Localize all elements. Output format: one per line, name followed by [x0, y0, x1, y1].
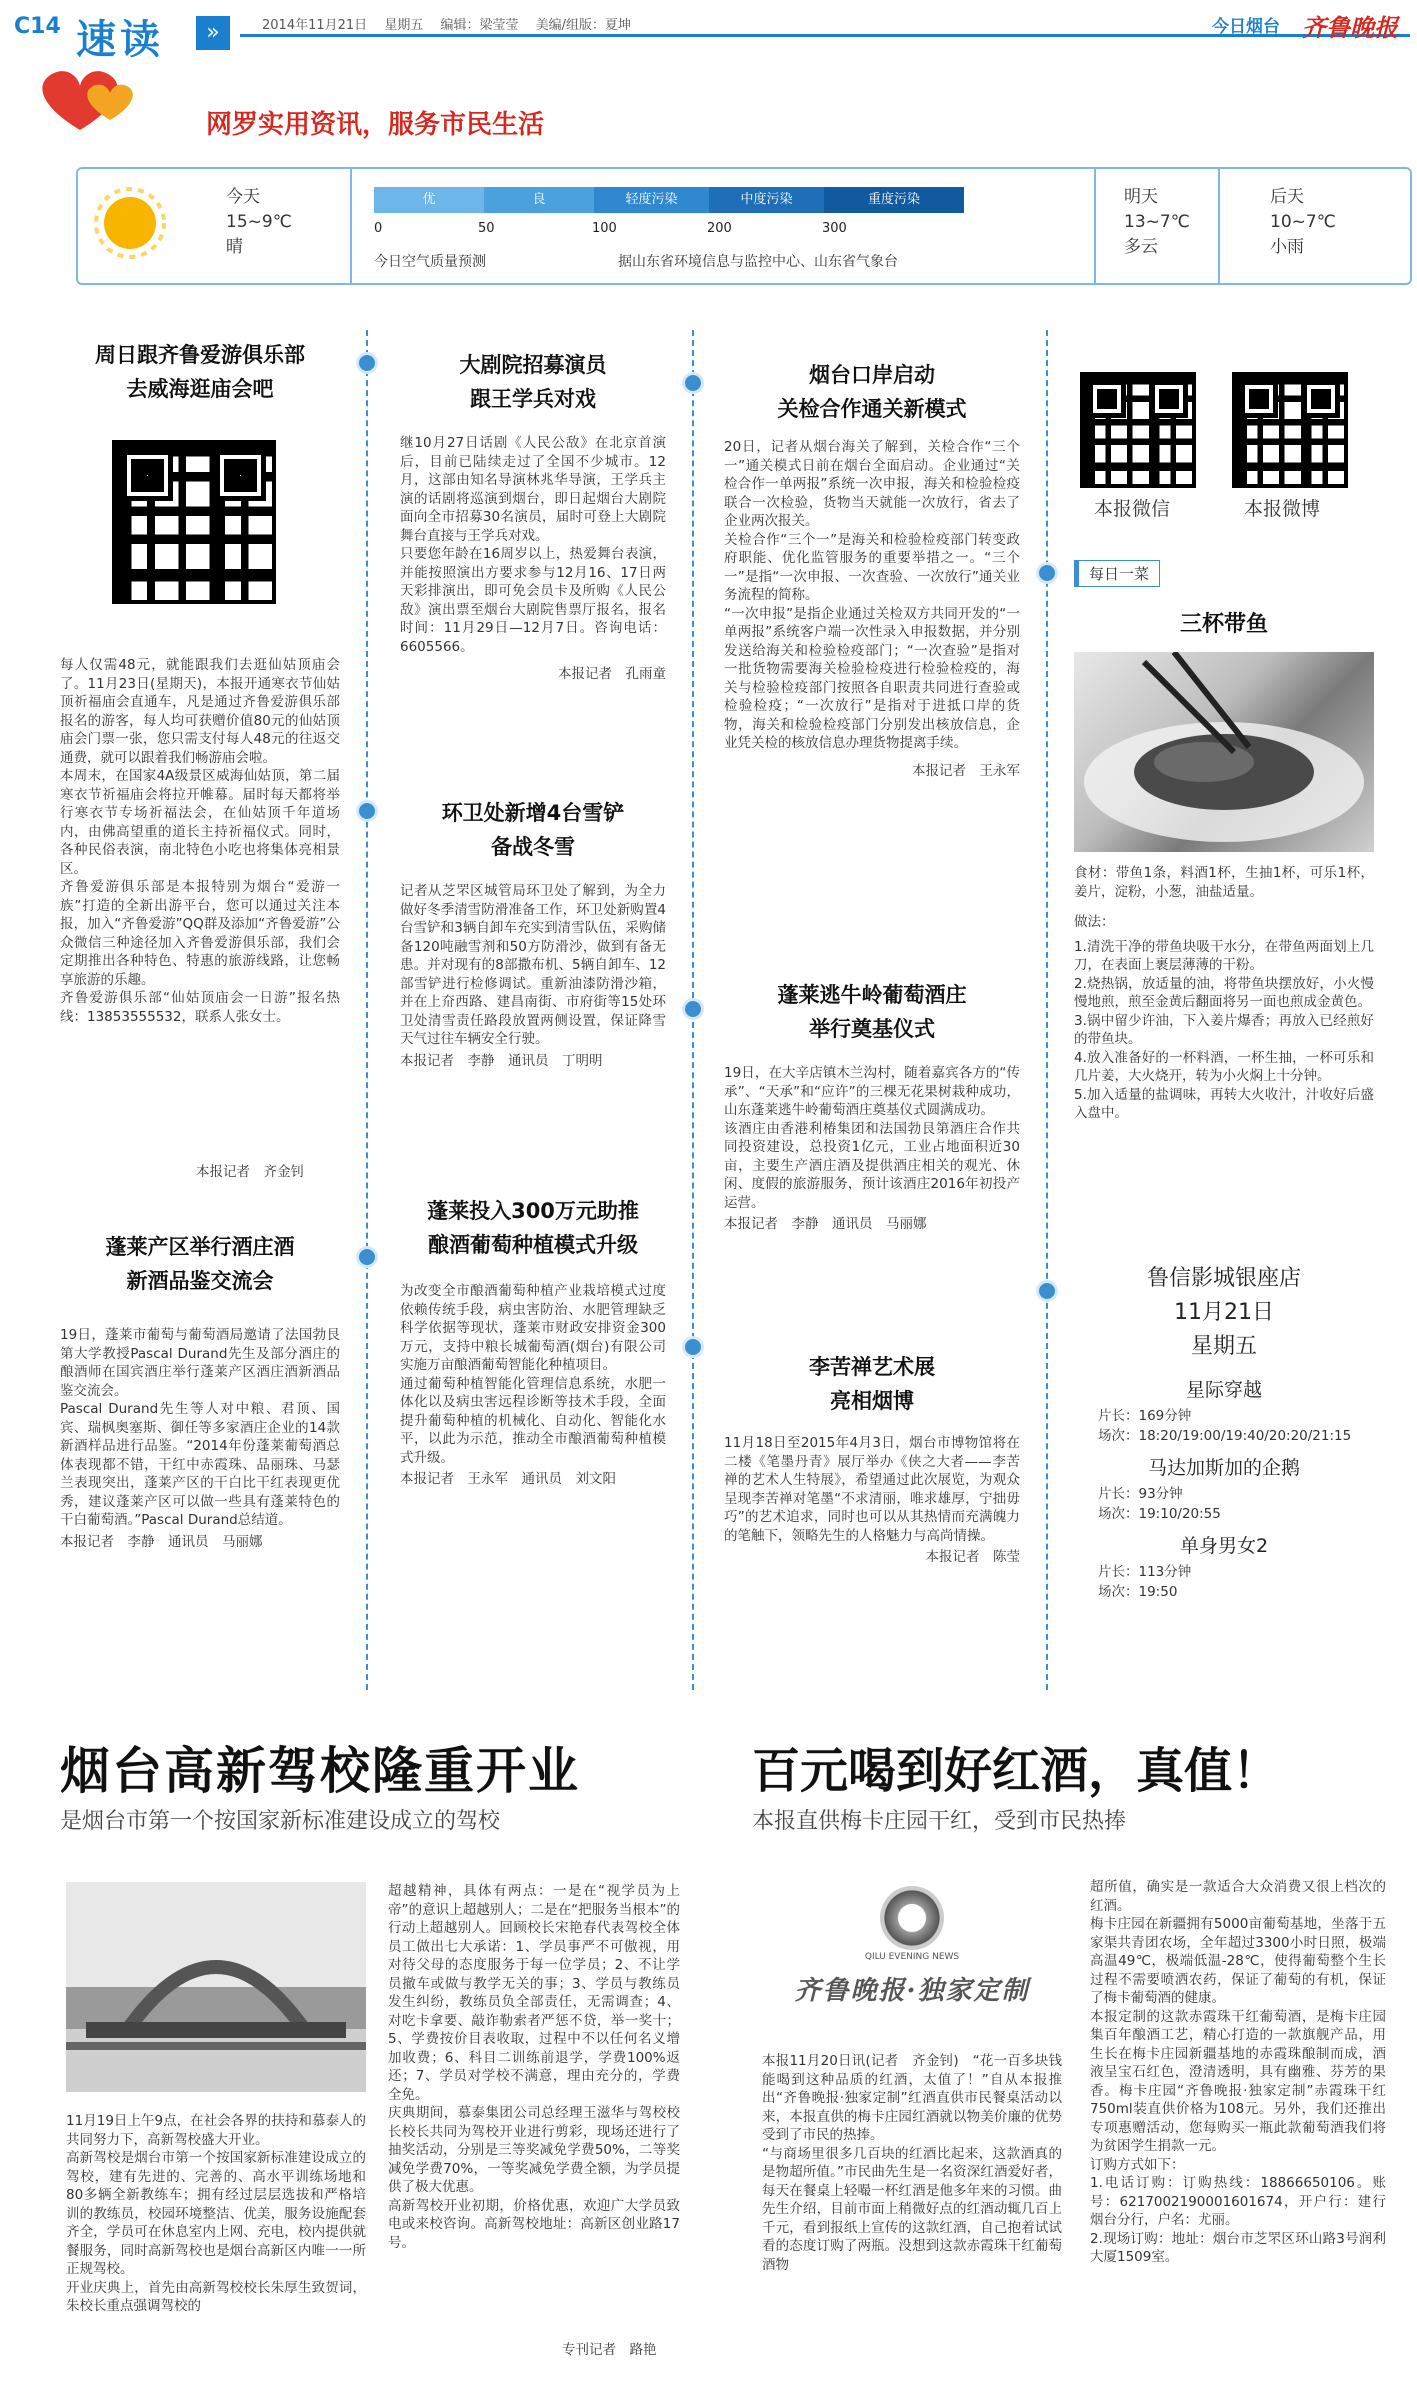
aqi-excellent: 优 [374, 187, 484, 213]
film-title: 单身男女2 [1179, 1535, 1269, 1557]
ad-body: 超所值，确实是一款适合大众消费又很上档次的红酒。 梅卡庄园在新疆拥有5000亩葡萄基地，坐落于五家渠共青团农场，全年超过3300小时日照，极端高温49℃，极端低温-28℃，使得葡萄整个生长过程不需要喷洒农药，保证了葡萄的有机，保证了梅卡葡萄酒的健康。 本报定制的这款赤霞珠干红葡萄酒，是梅卡庄园集百年酿酒工艺，精心打造的一款旗舰产品，用生长在梅卡庄园新疆基地的赤霞珠酿制而成，酒液呈宝石红色，澄清透明，具有幽雅、芬芳的果香。梅卡庄园“齐鲁晚报·独家定制”赤霞珠干红750ml装直供价格为108元。另外，我们还推出专项惠赠活动，您每购买一瓶此款葡萄酒我们将为贫困学生捐款一元。 订购方式如下： 1.电话订购：订购热线：18866650106。账号：6217002190001601674，开户行：建行烟台分行，户名：尤丽。 2.现场订购：地址：烟台市芝罘区环山路3号润利大厦1509室。 [1090, 1879, 1386, 2265]
article-byline: 本报记者 齐金钊 [196, 1164, 304, 1180]
ad-body: 超越精神，具体有两点：一是在“视学员为上帝”的意识上超越别人；二是在“把服务当根本”的行动上超越别人。回顾校长宋艳春代表驾校全体员工做出七大承诺：1、学员事严不可傲视，用对待父母的态度服务于每一位学员；2、不让学员撤车或做与教学无关的事；3、学员与教练员发生纠纷，教练员负全部责任，无需调查；4、对吃卡拿要、敲诈勒索者严惩不贷，举一奖十；5、学费按价目表收取，过程中不以任何名义增加收费；6、科目二训练前退学，学费100%返还；7、学员对学校不满意，理由充分的，学费全免。 庆典期间，慕泰集团公司总经理王滋华与驾校校长校长共同为驾校开业进行剪彩，现场还进行了抽奖活动，分别是三等奖减免学费50%，二等奖减免学费70%，一等奖减免学费全额，为学员提供了极大优惠。 高新驾校开业初期，价格优惠，欢迎广大学员致电或来校咨询。高新驾校地址：高新区创业路17号。 [388, 1883, 680, 2251]
article-body: 11月18日至2015年4月3日，烟台市博物馆将在二楼《笔墨丹青》展厅举办《侠之大者——李苦禅的艺术人生特展》，希望通过此次展览，为观众呈现李苦禅对笔墨“不求清丽，唯求雄厚，宁拙毋巧”的艺术追求，同时也可以从其热情而充满魄力的笔触下，领略先生的人格魅力与高尚情操。 [724, 1435, 1020, 1544]
film-times: 场次：18:20/19:00/19:40/20:20/21:15 [1098, 1428, 1352, 1444]
divider-dot [682, 372, 704, 394]
article-byline: 本报记者 王永军 [912, 762, 1020, 779]
article-customs [724, 358, 1020, 779]
issue-date: 2014年11月21日 [262, 18, 368, 33]
article-taoniuling [724, 978, 1020, 1232]
ad-wine [752, 1740, 1392, 2360]
film-title: 星际穿越 [1185, 1379, 1262, 1401]
article-title: 蓬莱投入300万元助推 酿酒葡萄种植模式升级 [427, 1199, 639, 1257]
divider-dot [1036, 562, 1058, 584]
after-label: 后天 [1270, 187, 1304, 207]
article-body: 每人仅需48元，就能跟我们去逛仙姑顶庙会了。11月23日(星期天)，本报开通寒衣节仙姑顶祈福庙会直通车，凡是通过齐鲁爱游俱乐部报名的游客，每人均可获赠价值80元的仙姑顶庙会门票一张，您只需支付每人48元的往返交通费，就可以跟着我们畅游庙会啦。 本周末，在国家4A级景区威海仙姑顶，第二届寒衣节祈福庙会将拉开帷幕。届时每天都将举行寒衣节专场祈福法会，在仙姑顶千年道场内，由佛高望重的道长主持祈福仪式。同时，各种民俗表演，南北特色小吃也将集体亮相景区。 齐鲁爱游俱乐部是本报特别为烟台“爱游一族”打造的全新出游平台，您可以通过关注本报，加入“齐鲁爱游”QQ群及添加“齐鲁爱游”公众微信三种途径加入齐鲁爱游俱乐部，我们会定期推出各种特色、特惠的旅游线路，让您畅享旅游的乐趣。 齐鲁爱游俱乐部“仙姑顶庙会一日游”报名热线：13853555532，联系人张女士。 [60, 657, 340, 1025]
article-byline: 本报记者 李静 通讯员 马丽娜 [60, 1533, 263, 1550]
weibo-label: 本报微博 [1244, 498, 1321, 520]
divider-dot [1036, 1280, 1058, 1302]
aqi-moderate: 中度污染 [709, 187, 824, 213]
tomorrow-temp: 13~7℃ [1124, 212, 1190, 232]
article-byline: 本报记者 李静 通讯员 马丽娜 [724, 1216, 927, 1232]
aqi-tick: 300 [822, 221, 847, 236]
article-body: 19日，蓬莱市葡萄与葡萄酒局邀请了法国勃艮第大学教授Pascal Durand先生及部分酒庄的酿酒师在国宾酒庄举行蓬莱产区酒庄酒新酒品鉴交流会。 Pascal Durand先生等人对中粮、君顶、国宾、瑞枫奥塞斯、御任等多家酒庄企业的14款新酒样品进行品鉴。“2014年份蓬莱葡萄酒总体表现都不错，干红中赤霞珠、品丽珠、马瑟兰表现突出，蓬莱产区的干白比干红表现更优秀，建议蓬莱产区可以做一些具有蓬莱特色的干白葡萄酒。”Pascal Durand总结道。 [60, 1327, 340, 1528]
forward-arrow-icon: » [196, 16, 230, 50]
article-byline: 本报记者 王永军 通讯员 刘文阳 [400, 1471, 616, 1487]
section-title: 速读 [76, 17, 164, 63]
ad-body: 11月19日上午9点，在社会各界的扶持和慕泰人的共同努力下，高新驾校盛大开业。 高新驾校是烟台市第一个按国家新标准建设成立的驾校，建有先进的、完善的、高水平训练场地和80多辆全新教练车；拥有经过层层选拔和严格培训的教练员，校园环境整洁、优美，服务设施配套齐全，学员可在休息室内上网、充电，校内提供就餐服务，同时高新驾校也是烟台高新区内唯一一所正规驾校。 开业庆典上，首先由高新驾校校长朱厚生致贺词，朱校长重点强调驾校的 [66, 2113, 366, 2314]
article-grape [400, 1194, 666, 1487]
issue-weekday: 星期五 [384, 18, 424, 33]
designer: 美编/组版：夏坤 [535, 18, 632, 33]
cinema-date: 11月21日 [1174, 1300, 1274, 1325]
film-length: 片长：113分钟 [1098, 1564, 1192, 1580]
article-body: 20日，记者从烟台海关了解到，关检合作“三个一”通关模式日前在烟台全面启动。企业通过“关检合作一单两报”系统一次申报，海关和检验检疫联合一次检验，货物当天就能一次放行，省去了企业两次报关。 关检合作“三个一”是海关和检验检疫部门转变政府职能、优化监管服务的重要举措之一。“三个一”是指“一次申报、一次查验、一次放行”通关业务流程的简称。 “一次申报”是指企业通过关检双方共同开发的“一单两报”系统客户端一次性录入申报数据，并分别发送给海关和检验检疫部门；“一次查验”是指对一批货物需要海关检验检疫进行检验检疫的，海关与检验检疫部门按照各自职责共同进行查验或检验检疫；“一次放行”是指对于进抵口岸的货物，海关和检验检疫部门分别发出核放信息，企业凭关检的核放信息办理货物提离手续。 [724, 439, 1020, 751]
article-body: 19日，在大辛店镇木兰沟村，随着嘉宾各方的“传承”、“天承”和“应许”的三棵无花果树栽种成功，山东蓬莱逃牛岭葡萄酒庄奠基仪式圆满成功。 该酒庄由香港利椿集团和法国勃艮第酒庄合作共同投资建设，总投资1亿元，工业占地面积近30亩，主要生产酒庄酒及提供酒庄相关的观光、休闲、度假的旅游服务，预计该酒庄2016年初投产运营。 [724, 1065, 1020, 1211]
film-times: 场次：19:50 [1098, 1584, 1178, 1600]
edition-name: 今日烟台 [1212, 17, 1280, 37]
tomorrow-cond: 多云 [1124, 237, 1158, 257]
article-aiyou [60, 338, 340, 1180]
aqi-source: 据山东省环境信息与监控中心、山东省气象台 [618, 254, 898, 270]
after-cond: 小雨 [1270, 237, 1304, 257]
ad-driving-school [60, 1740, 690, 2360]
ad-headline: 百元喝到好红酒，真值！ [752, 1743, 1281, 1799]
article-byline: 本报记者 孔雨童 [558, 666, 666, 682]
aqi-tick: 200 [707, 221, 732, 236]
today-label: 今天 [226, 187, 260, 207]
aqi-heavy: 重度污染 [824, 187, 964, 213]
divider-dot [682, 1336, 704, 1358]
paper-logo-badge [762, 1886, 1062, 2036]
header [0, 0, 1417, 90]
ad-body: 本报11月20日讯(记者 齐金钊) “花一百多块钱能喝到这种品质的红酒，太值了！”自从本报推出“齐鲁晚报·独家定制”红酒直供市民餐桌活动以来，本报直供的梅卡庄园红酒就以物美价廉的优势受到了市民的热捧。 “与商场里很多几百块的红酒比起来，这款酒真的是物超所值。”市民曲先生是一名资深红酒爱好者，每天在餐桌上轻嘬一杯红酒是他多年来的习惯。曲先生介绍，目前市面上稍微好点的红酒动辄几百上千元，看到报纸上宣传的这款红酒，自己抱着试试看的态度订购了两瓶。没想到这款赤霞珠干红葡萄酒物 [762, 2053, 1062, 2273]
logo-emblem-icon [880, 1886, 944, 1950]
ad-byline: 专刊记者 路艳 [562, 2342, 657, 2358]
article-theatre [400, 348, 666, 682]
film-length: 片长：93分钟 [1098, 1486, 1183, 1502]
aqi-good: 良 [484, 187, 594, 213]
qr-code [112, 440, 276, 604]
article-title: 环卫处新增4台雪铲 备战冬雪 [441, 801, 625, 859]
article-snow [400, 796, 666, 1069]
article-title: 蓬莱逃牛岭葡萄酒庄 举行奠基仪式 [777, 983, 967, 1041]
ad-subheadline: 是烟台市第一个按国家新标准建设成立的驾校 [60, 1809, 501, 1834]
aqi-tick: 100 [592, 221, 617, 236]
column-divider [1046, 330, 1048, 1690]
dish-ingredients: 食材：带鱼1条，料酒1杯，生抽1杯，可乐1杯，姜片，淀粉，小葱，油盐适量。 [1074, 865, 1374, 900]
dish-box [1074, 560, 1374, 1123]
wechat-qr-code [1080, 372, 1196, 488]
aqi-tick: 0 [374, 221, 383, 236]
cinema-name: 鲁信影城银座店 [1146, 1266, 1301, 1291]
article-likuchan [724, 1350, 1020, 1565]
article-body: 为改变全市酿酒葡萄种植产业栽培模式过度依赖传统手段，病虫害防治、水肥管理缺乏科学依据等现状，蓬莱市财政安排资金300万元，支持中粮长城葡萄酒(烟台)有限公司实施万亩酿酒葡萄智能化种植项目。 通过葡萄种植智能化管理信息系统，水肥一体化以及病虫害远程诊断等技术手段，全面提升葡萄种植的机械化、自动化、智能化水平，以此为示范，推动全市酿酒葡萄种植模式升级。 [400, 1283, 666, 1466]
dish-tag: 每日一菜 [1074, 560, 1160, 587]
today-cond: 晴 [226, 237, 243, 257]
page-number: C14 [14, 14, 61, 39]
film-title: 马达加斯加的企鹅 [1147, 1457, 1300, 1479]
sun-icon [90, 183, 170, 263]
article-title: 蓬莱产区举行酒庄酒 新酒品鉴交流会 [105, 1235, 295, 1293]
film-item [1074, 1374, 1374, 1446]
weather-box [76, 167, 1412, 285]
weibo-qr-code [1232, 372, 1348, 488]
column-divider [366, 330, 368, 1690]
article-penglai-wine [60, 1230, 340, 1550]
article-body: 记者从芝罘区城管局环卫处了解到，为全力做好冬季清雪防滑准备工作，环卫处新购置4台雪铲和3辆自卸车充实到清雪队伍，采购储备120吨融雪剂和50方防滑沙，做到有备无患。并对现有的8部撒布机、5辆自卸车、12部雪铲进行检修调试。重新油漆防滑沙箱，并在上夼西路、建昌南街、市府街等15处环卫处清雪责任路段放置两侧设置，保证降雪天气过往车辆安全行驶。 [400, 883, 666, 1047]
aqi-tick: 50 [478, 221, 495, 236]
film-times: 场次：19:10/20:55 [1098, 1506, 1221, 1522]
after-temp: 10~7℃ [1270, 212, 1336, 232]
aqi-caption: 今日空气质量预测 [374, 254, 486, 270]
article-body: 继10月27日话剧《人民公敌》在北京首演后，目前已陆续走过了全国不少城市。12月，这部由知名导演林兆华导演，王学兵主演的话剧将巡演到烟台，即日起烟台大剧院面向全市招募30名演员，届时可登上大剧院舞台直接与王学兵对戏。 只要您年龄在16周岁以上，热爱舞台表演，并能按照演出方要求参与12月16、17日两天彩排演出，即可免会员卡及所购《人民公敌》演出票至烟台大剧院售票厅报名，报名时间：11月29日—12月7日。咨询电话：6605566。 [400, 435, 666, 655]
ad-headline: 烟台高新驾校隆重开业 [60, 1742, 580, 1800]
article-title: 大剧院招募演员 跟王学兵对戏 [459, 353, 607, 411]
dish-method-title: 做法： [1074, 914, 1115, 930]
film-item [1074, 1452, 1374, 1524]
ad-subheadline: 本报直供梅卡庄园干红，受到市民热捧 [752, 1809, 1127, 1834]
divider-dot [356, 1246, 378, 1268]
article-title: 烟台口岸启动 关检合作通关新模式 [777, 363, 967, 421]
cinema-box [1074, 1262, 1374, 1602]
paper-logo: 齐鲁晚报 [1302, 13, 1398, 42]
article-byline: 本报记者 李静 通讯员 丁明明 [400, 1052, 603, 1069]
slogan: 网罗实用资讯，服务市民生活 [206, 110, 545, 140]
divider-dot [356, 800, 378, 822]
article-title: 周日跟齐鲁爱游俱乐部 去威海逛庙会吧 [95, 343, 305, 401]
divider-dot [682, 998, 704, 1020]
article-byline: 本报记者 陈莹 [925, 1549, 1020, 1565]
aqi-bar [374, 187, 964, 213]
today-temp: 15~9℃ [226, 212, 292, 232]
divider-dot [356, 352, 378, 374]
article-title: 李苦禅艺术展 亮相烟博 [809, 1355, 935, 1413]
editor: 编辑：梁莹莹 [440, 18, 519, 33]
wechat-label: 本报微信 [1094, 498, 1171, 520]
dish-photo [1074, 652, 1374, 852]
cinema-weekday: 星期五 [1190, 1334, 1257, 1359]
logo-english: QILU EVENING NEWS [864, 1952, 960, 1962]
hearts-icon [30, 62, 150, 134]
tomorrow-label: 明天 [1124, 187, 1158, 207]
dish-title: 三杯带鱼 [1179, 612, 1268, 637]
ad-photo [66, 1882, 366, 2092]
dish-steps: 1.清洗干净的带鱼块吸干水分，在带鱼两面划上几刀，在表面上裹层薄薄的干粉。 2.烧热锅，放适量的油，将带鱼块摆放好，小火慢慢地煎，煎至金黄后翻面将另一面也煎成金黄色。 3.锅中留少许油，下入姜片爆香；再放入已经煎好的带鱼块。 4.放入准备好的一杯料酒，一杯生抽，一杯可乐和几片姜，大火烧开，转为小火焖上十分钟。 5.加入适量的盐调味，再转大火收汁，汁收好后盛入盘中。 [1074, 938, 1374, 1121]
logo-banner: 齐鲁晚报·独家定制 [794, 1976, 1030, 2006]
aqi-light: 轻度污染 [594, 187, 709, 213]
film-length: 片长：169分钟 [1098, 1408, 1192, 1424]
film-item [1074, 1530, 1374, 1602]
